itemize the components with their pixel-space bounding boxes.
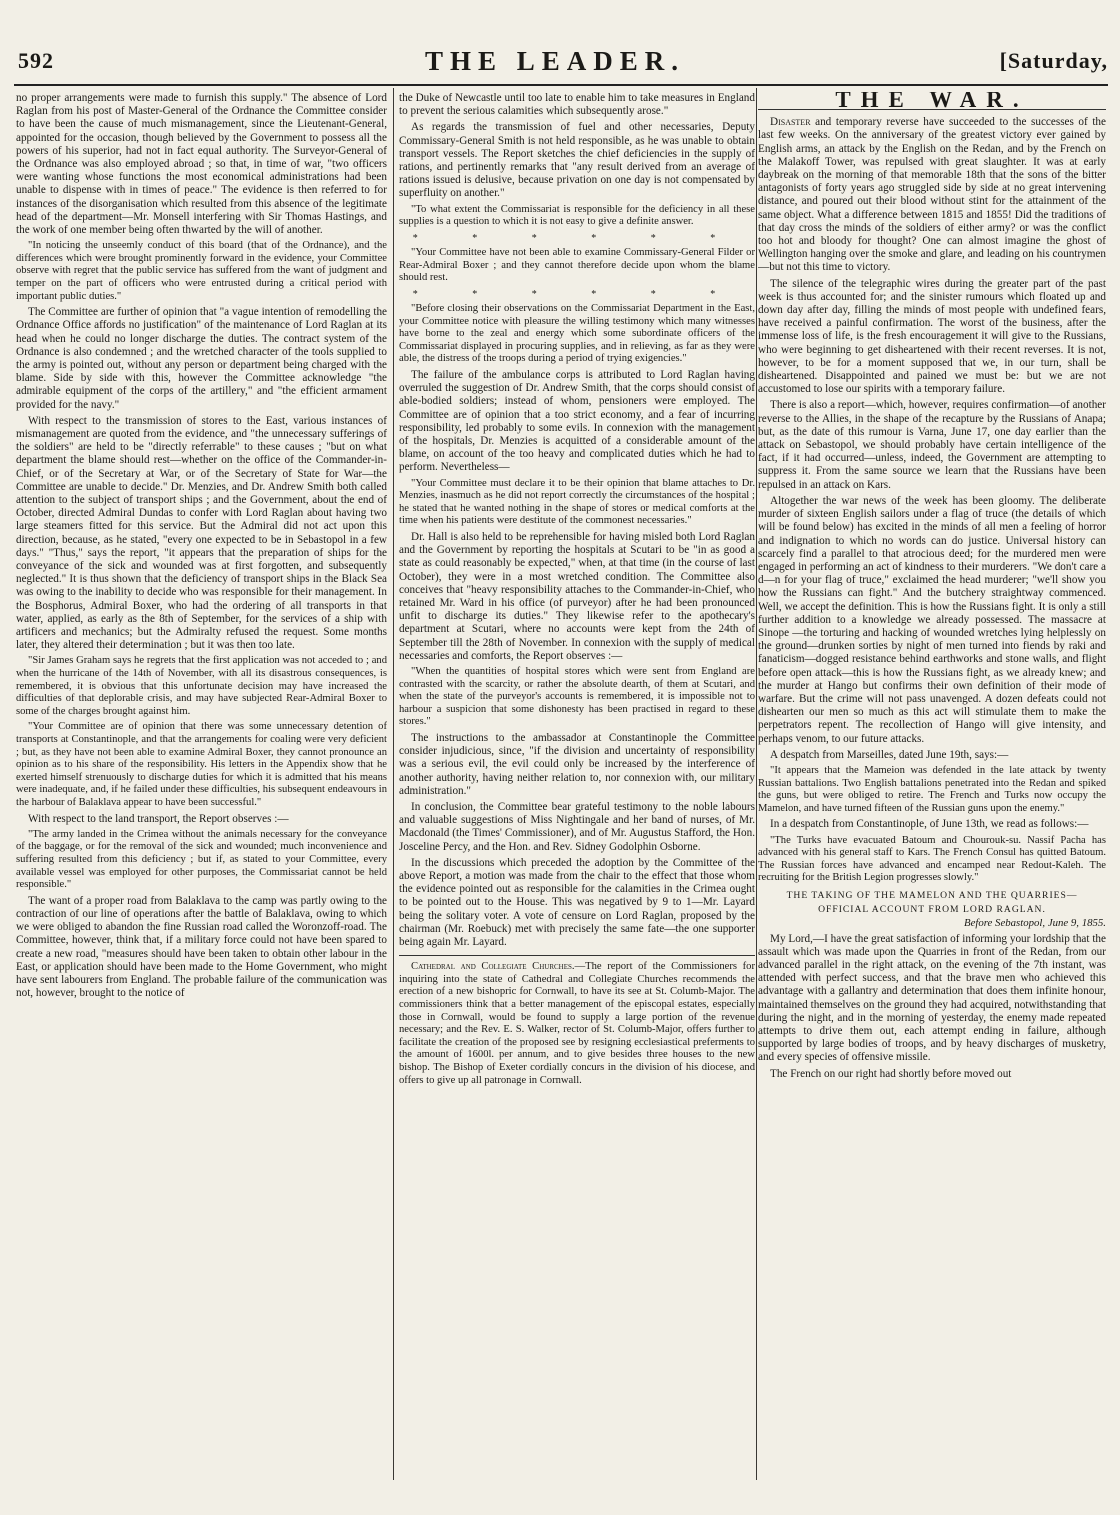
- paragraph: The want of a proper road from Balaklava to the camp was partly owing to the contraction of our line of operations after the battle of Balaklava, owing to which we were obliged to abandon the fine Russian road called the Woronzoff-road. The Committee, however, think that, if a military force could not have been spared to create a new road, "measures should have been taken to obtain other labour in the East, or application should have been made to the Home Government, who might have sent labourers from England. The probable failure of the communication was not, however, brought to the notice of: [16, 894, 387, 1000]
- cathedral-text: —The report of the Commissioners for inquiring into the state of Cathedral and Collegiate Churches recommends the erection of a new bishopric for Cornwall, to have its see at St. Columb-Major. The commissioners think that a better management of the episcopal estates, especially those in Cornwall, would be found to supply a large portion of the revenue necessary; and the Rev. E. S. Walker, rector of St. Columb-Major, offers further to facilitate the creation of the proposed see by resigning ecclesiastical preferments to the amount of 1600l. per annum, and to give besides three houses to the new bishop. The Bishop of Exeter cordially concurs in the division of his diocese, and offers to give up all patronage in Cornwall.: [399, 961, 755, 1086]
- paragraph: Altogether the war news of the week has been gloomy. The deliberate murder of sixteen English sailors under a flag of truce (the details of which will be found below) has excited in the minds of all men a feeling of horror and indignation to which no words can do justice. Universal history can scarcely find a parallel to that atrocious deed; for the murdered men were engaged in performing an act of kindness to their murderers. "We don't care a d—n for your flag of truce," exclaimed the head murderer; "we'll show you how the Russians can fight." And the butchery straightway commenced. Well, we accept the definition. This is how the Russians fight. It is only a still further addition to a knowledge we already possessed. The massacre at Sinope —the torturing and hacking of wounded wretches lying helplessly on the ground—drunken sorties by night of men turned into fiends by raki and fanaticism—dogged resistance behind earthworks and stone walls, and flight before open attack—this is how the Russians fight, as we already knew; and the murder at Hango but confirms their own definition of their mode of warfare. But the crime will not pass unavenged. A dozen defeats could not dishearten our men so much as this act will stimulate them to make the perpetrators repent. The recollection of Hango will give intensity, and perhaps venom, to our future attacks.: [758, 494, 1106, 745]
- paragraph: With respect to the transmission of stores to the East, various instances of mismanagement are quoted from the evidence, and "the unnecessary sufferings of the soldiers" are held to be "directly referrable" to these causes ; "but on what department the blame should rest—whether on the office of the Commander-in-Chief, or of the Secretary at War, or of the Secretary of State for War—the Committee are unable to decide." Dr. Menzies, and Dr. Andrew Smith both called attention to the subject of transport ships ; and the Government, about the end of October, directed Admiral Dundas to confer with Lord Raglan about having two large steamers fitted for this service. But the Admiral did not act upon this direction, because, as he stated, "every one expected to be in Sebastopol in a few days." "Thus," says the report, "it appears that the preparation of ships for the conveyance of the sick and wounded was at first forgotten, and subsequently neglected." It is thus shown that the deficiency of transport ships in the Black Sea was owing to the inability to decide who was responsible for their management. In the Bosphorus, Admiral Boxer, who had the ordering of all transports in that water, applied, as early as the 8th of September, for the services of a ship with artificers and mechanics; but the Admiralty refused the request. Some months later, they altered their determination ; but it was then too late.: [16, 414, 387, 652]
- paragraph: The Committee are further of opinion that "a vague intention of remodelling the Ordnance Office affords no justification" of the maintenance of Lord Raglan at its head when he could no longer discharge the duties. The contract system of the Ordnance is also condemned ; and the wretched character of the tools supplied to the army is pointed out, without any person or department being charged with the blame. Side by side with this, however the Committee acknowledge "the admirable equipment of the corps of the artillery," and "the efficient armament provided for the navy.": [16, 306, 387, 411]
- paragraph: [758, 116, 1106, 274]
- quote-paragraph: "The army landed in the Crimea without the animals necessary for the conveyance of the baggage, or for the removal of the sick and wounded; much inconvenience and suffering resulted from this deficiency ; but if, as stated to your Committee, every available vessel was employed for other purposes, the Commissariat cannot be held responsible.": [16, 828, 387, 891]
- quote-paragraph: "The Turks have evacuated Batoum and Chourouk-su. Nassif Pacha has advanced with his general staff to Kars. The French Consul has quitted Batoum. The Russian forces have advanced and encamped near Redout-Kaleh. The recruiting for the British Legion progresses slowly.": [758, 834, 1106, 884]
- column-2: [399, 92, 755, 1502]
- cathedral-paragraph: [399, 961, 755, 1087]
- paragraph: The French on our right had shortly before moved out: [770, 1067, 1012, 1080]
- quote-paragraph: "Your Committee are of opinion that there was some unnecessary detention of transports at Constantinople, and that the arrangements for coaling were very deficient ; but, as they have not been able to examine Admiral Boxer, they cannot pronounce an opinion as to his share of the responsibility. His letters in the Appendix show that he exerted himself strenuously to discharge duties for which it is admitted that his means were inadequate, and, if he failed under these difficulties, his subsequent endeavours in the harbour of Balaklava appear to have been successful.": [16, 721, 387, 809]
- paragraph: The instructions to the ambassador at Constantinople the Committee consider injudicious, since, "if the division and uncertainty of responsibility was a serious evil, the evil could only be increased by the interference of another authority, having neither relation to, nor connexion with, our military administration.": [399, 731, 755, 797]
- ellipsis-stars: * * * * * *: [412, 232, 742, 244]
- paragraph: The silence of the telegraphic wires during the greater part of the past week is thus accounted for; and the sinister rumours which floated up and down day after day, filling the minds of most people with undefined fears, have received a painful confirmation. The worst of the business, after the immense loss of life, is the fresh encouragement it will give to the Russians, who were beginning to get disheartened with their recent reverses. It is not, however, to be for a moment supposed that we, in our turn, shall be disheartened. Disappointed and pained we must be: but we are not accustomed to lose our spirits with a temporary failure.: [758, 277, 1106, 396]
- paragraph: In conclusion, the Committee bear grateful testimony to the noble labours and valuable suggestions of Miss Nightingale and her band of nurses, of Mr. Macdonald (the Times' Commissioner), and of Mr. Augustus Stafford, the Hon. Josceline Percy, and the Hon. and Rev. Sidney Godolphin Osborne.: [399, 800, 755, 853]
- quote-paragraph: "Before closing their observations on the Commissariat Department in the East, your Committee notice with pleasure the willing testimony which many witnesses have borne to the zeal and energy which some subordinate officers of the Commissariat displayed in procuring supplies, and in relieving, as far as they were able, the distress of the troops during a period of trying exigencies.": [399, 303, 755, 365]
- paragraph: In a despatch from Constantinople, of June 13th, we read as follows:—: [770, 818, 1089, 831]
- paragraph: There is also a report—which, however, requires confirmation—of another reverse to the Allies, in the shape of the recapture by the Russians of Anapa; but, as the date of this rumour is Varna, June 17, one day earlier than the attack on Sebastopol, we should probably have certain intelligence of the fact, if it had occurred—unless, indeed, the Government are attempting to suppress it. From the same source we learn that the Russians have been repulsed in an attack on Kars.: [758, 399, 1106, 491]
- quote-paragraph: "Sir James Graham says he regrets that the first application was not acceded to ; and when the hurricane of the 14th of November, with all its disastrous consequences, is remembered, it is obvious that this unfortunate decision may have increased the difficulties of that deplorable crisis, and may have subjected Rear-Admiral Boxer to some of the charges brought against him.: [16, 655, 387, 717]
- paragraph: My Lord,—I have the great satisfaction of informing your lordship that the assault which was made upon the Quarries in front of the Redan, from our advanced parallel in the right attack, on the evening of the 7th instant, was attended with perfect success, and that the brave men who achieved this advantage with a gallantry and determination that does them infinite honour, maintained themselves on the ground they had acquired, notwithstanding that during the night, and in the morning of yesterday, the enemy made repeated attempts to drive them out, each attempt ending in failure, although supported by large bodies of troops, and by heavy discharges of musketry, and every species of offensive missile.: [758, 932, 1106, 1064]
- paragraph: A despatch from Marseilles, dated June 19th, says:—: [770, 748, 1009, 761]
- column-divider: [393, 88, 394, 1480]
- quote-paragraph: "In noticing the unseemly conduct of this board (that of the Ordnance), and the differences which were brought prominently forward in the evidence, your Committee observe with regret that the public service has suffered from the want of judgment and temper on the part of officers who were entrusted during a critical period with important public duties.": [16, 240, 387, 302]
- page-number: 592: [18, 48, 54, 73]
- masthead-title: THE LEADER.: [424, 46, 686, 76]
- subheading: OFFICIAL ACCOUNT FROM LORD RAGLAN.: [818, 904, 1046, 916]
- quote-paragraph: "Your Committee have not been able to examine Commissary-General Filder or Rear-Admiral Boxer ; and they cannot therefore decide upon whom the blame should rest.: [399, 247, 755, 284]
- paragraph: As regards the transmission of fuel and other necessaries, Deputy Commissary-General Smith is not held responsible, as he was unable to obtain transport vessels. The Report sketches the chief deficiencies in the supply of rations, and pertinently remarks that "any result derived from an average of rations issued is delusive, because privation on one day is not compensated by superfluity on another.": [399, 121, 755, 200]
- war-section-title: THE WAR.: [758, 93, 1106, 110]
- quote-paragraph: "When the quantities of hospital stores which were sent from England are contrasted with the scarcity, or rather the absolute dearth, of them at Scutari, and when the state of the purveyor's accounts is remembered, it is impossible not to harbour a suspicion that some dishonesty has been practised in regard to these stores.": [399, 666, 755, 728]
- paragraph-text: and temporary reverse have succeeded to the successes of the last few weeks. On the anniversary of the greatest victory ever gained by English arms, an attack by the English on the Redan, and by the French on the Malakoff Tower, was repulsed with great slaughter. It was at early daybreak on the morning of that memorable 18th that the sons of the bitter antagonists of forty years ago struggled side by side at no great intervening distance, and poured out their blood without stint for the attainment of the same object. What a difference between 1815 and 1855! Did the traditions of that day cross the minds of the soldiers of either army? or was the conflict too hot and bloody for thought? One can almost imagine the ghost of Wellington hanging over the smoke and glare, and leading on his countrymen—but not this time to victory.: [758, 116, 1106, 274]
- column-divider: [756, 88, 757, 1480]
- paragraph: Dr. Hall is also held to be reprehensible for having misled both Lord Raglan and the Government by reporting the hospitals at Scutari to be "in as good a state as could reasonably be expected," when, at that time (in the course of last October), they were in a most wretched condition. The Committee also conceives that "heavy responsibility attaches to the Commander-in-Chief, who retained Mr. Ward in his office (of purveyor) after he had been pronounced unfit to discharge its duties." They likewise refer to the apothecary's department at Scutari, where no accounts were kept from the 24th of September till the 28th of November. In connexion with the supply of medical necessaries and comforts, the Report observes :—: [399, 530, 755, 662]
- paragraph: the Duke of Newcastle until too late to enable him to take measures in England to prevent the serious calamities which subsequently arose.": [399, 92, 755, 118]
- paragraph: With respect to the land transport, the Report observes :—: [28, 812, 289, 825]
- cathedral-heading: Cathedral and Collegiate Churches.: [411, 961, 575, 973]
- paragraph: The failure of the ambulance corps is attributed to Lord Raglan having overruled the suggestion of Dr. Andrew Smith, that the corps should consist of able-bodied soldiers; instead of whom, pensioners were employed. The Committee are of opinion that a too strict economy, and a fear of incurring responsibility, led probably to some evils. In connexion with the management of the hospitals, Dr. Menzies is acquitted of a considerable amount of the blame, on account of the too heavy and complicated duties which he had to perform. Nevertheless—: [399, 368, 755, 474]
- quote-paragraph: "To what extent the Commissariat is responsible for the deficiency in all these supplies is a question to which it is not easy to give a definite answer.: [399, 203, 755, 228]
- column-3: [758, 92, 1106, 1502]
- paragraph: In the discussions which preceded the adoption by the Committee of the above Report, a motion was made from the chair to the effect that those whom the evidence pointed out as responsible for the calamities in the Crimea ought to be pointed out to the House. This was negatived by 9 to 1—Mr. Layard being the solitary voter. A vote of censure on Lord Raglan, proposed by the chairman (Mr. Roebuck) met with precisely the same fate—the one supporter being again Mr. Layard.: [399, 856, 755, 949]
- section-separator: [399, 955, 755, 956]
- lead-word: Disaster: [770, 116, 811, 129]
- quote-paragraph: "It appears that the Mameion was defended in the late attack by twenty Russian battalions. Two English battalions penetrated into the Redan and spiked the guns, but were obliged to retire. The French and Turks now occupy the Mamelon, and have turned fifteen of the Russian guns upon the enemy.": [758, 764, 1106, 814]
- quote-paragraph: "Your Committee must declare it to be their opinion that blame attaches to Dr. Menzies, inasmuch as he did not report correctly the circumstances of the hospital ; he stated that he wanted nothing in the shape of stores or medical comforts at the time when his patients were destitute of the commonest necessaries.": [399, 477, 755, 527]
- issue-day: [Saturday,: [999, 48, 1108, 73]
- header-rule: [14, 84, 1108, 86]
- paragraph: no proper arrangements were made to furnish this supply." The absence of Lord Raglan from his post of Master-General of the Ordnance the Committee consider to have been the cause of much mismanagement, since the Lieutenant-General, appointed for the occasion, though believed by the Government to possess all the powers of his superior, had not in fact equal authority. The Surveyor-General of the Ordnance was also employed abroad ; so that, in time of war, "two officers were wanting whose functions the most economical administrations had been unable to dispense with in times of peace." The evidence is then referred to for instances of the disorganisation which resulted from this absence of the legitimate head of the department—Mr. Monsell interfering with Sir Thomas Hastings, and the work of one member being often thwarted by the will of another.: [16, 92, 387, 237]
- page-header: [0, 48, 1120, 84]
- subheading: THE TAKING OF THE MAMELON AND THE QUARRIES—: [786, 889, 1078, 901]
- column-1: [16, 92, 387, 1502]
- dateline: Before Sebastopol, June 9, 1855.: [963, 917, 1106, 930]
- ellipsis-stars: * * * * * *: [412, 288, 742, 300]
